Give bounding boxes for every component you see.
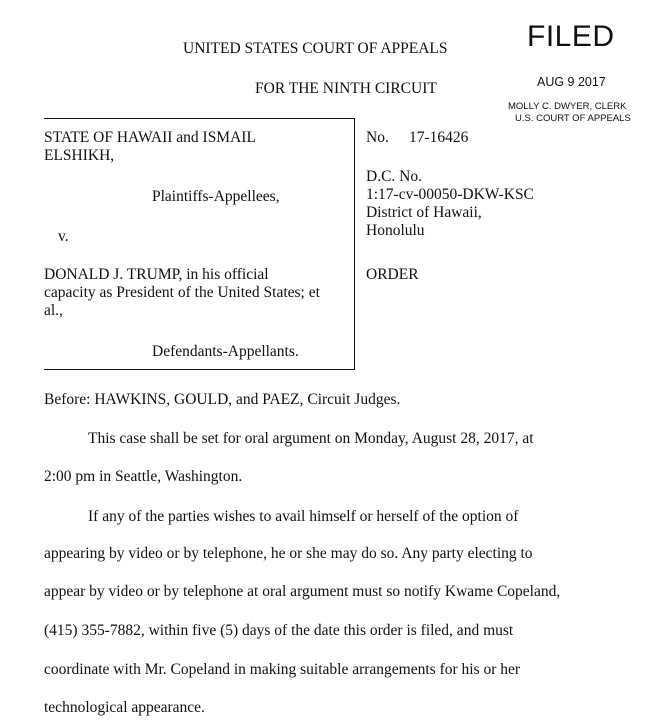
paragraph1-line1: This case shall be set for oral argument on Monday, August 28, 2017, at [88, 430, 534, 447]
plaintiffs-line1: STATE OF HAWAII and ISMAIL [44, 129, 256, 146]
district-case-number: 1:17-cv-00050-DKW-KSC [366, 186, 534, 203]
defendants-line2: capacity as President of the United States; et [44, 284, 320, 301]
caption-bottom-rule [44, 369, 355, 370]
district-line1: District of Hawaii, [366, 204, 482, 221]
court-name: UNITED STATES COURT OF APPEALS [183, 40, 448, 57]
caption-vertical-rule [354, 118, 355, 370]
clerk-court: U.S. COURT OF APPEALS [515, 113, 631, 124]
paragraph2-line1: If any of the parties wishes to avail himself or herself of the option of [88, 508, 519, 525]
paragraph2-line5: coordinate with Mr. Copeland in making suitable arrangements for his or her [44, 661, 521, 678]
panel-judges: Before: HAWKINS, GOULD, and PAEZ, Circuit Judges. [44, 391, 401, 408]
defendants-role: Defendants-Appellants. [152, 343, 299, 360]
plaintiffs-line2: ELSHIKH, [44, 147, 115, 164]
paragraph2-line6: technological appearance. [44, 699, 205, 716]
district-case-label: D.C. No. [366, 168, 422, 185]
defendants-line3: al., [44, 302, 63, 319]
filed-date: AUG 9 2017 [537, 75, 606, 89]
district-line2: Honolulu [366, 222, 425, 239]
paragraph2-line2: appearing by video or by telephone, he or she may do so. Any party electing to [44, 545, 533, 562]
filed-label: FILED [527, 20, 615, 53]
paragraph2-line4: (415) 355-7882, within five (5) days of the date this order is filed, and must [44, 622, 514, 639]
plaintiffs-role: Plaintiffs-Appellees, [152, 188, 280, 205]
document-type: ORDER [366, 266, 419, 283]
case-number: 17-16426 [409, 129, 469, 146]
clerk-name: MOLLY C. DWYER, CLERK [508, 101, 627, 112]
paragraph2-line3: appear by video or by telephone at oral argument must so notify Kwame Copeland, [44, 583, 561, 600]
caption-top-rule [44, 118, 355, 119]
circuit-name: FOR THE NINTH CIRCUIT [255, 80, 437, 97]
case-number-label: No. [366, 129, 389, 146]
defendants-line1: DONALD J. TRUMP, in his official [44, 266, 269, 283]
paragraph1-line2: 2:00 pm in Seattle, Washington. [44, 468, 243, 485]
versus: v. [58, 228, 69, 245]
